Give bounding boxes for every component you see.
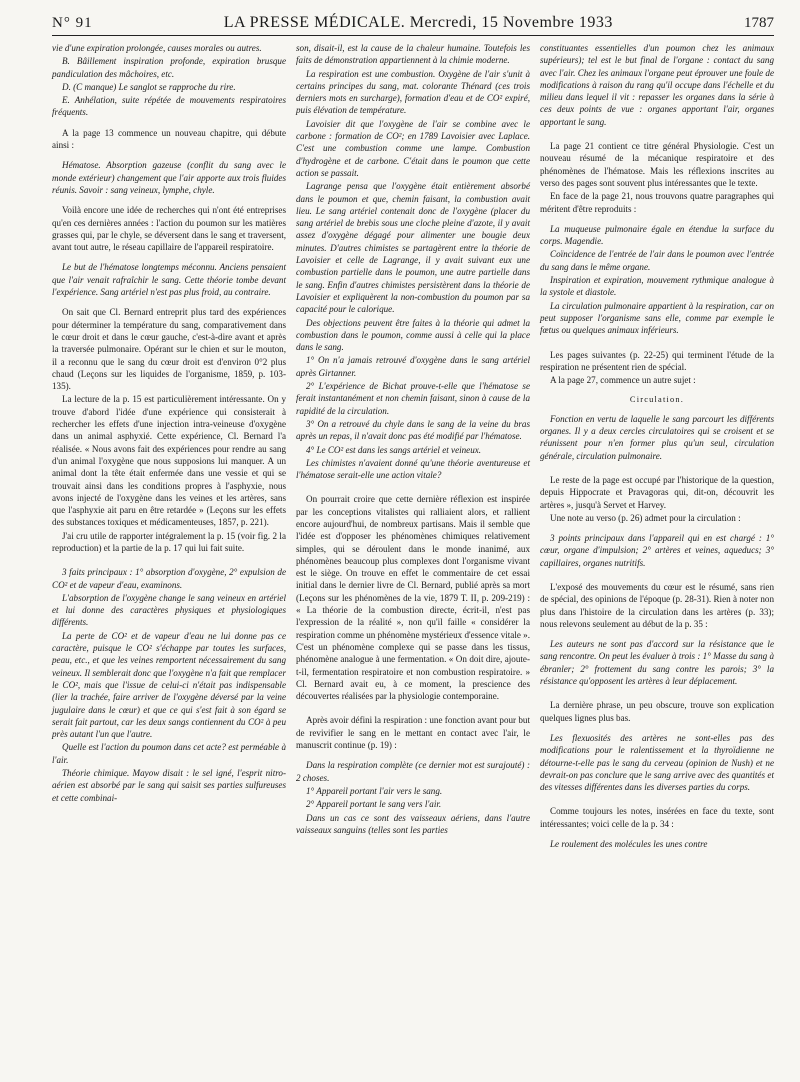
- paragraph: 1° Appareil portant l'air vers le sang.: [306, 785, 443, 796]
- paragraph: Théorie chimique. Mayow disait : le sel igné, l'esprit nitro-aérien est absorbé par le sang qui saisit ses parties sulfureuses et cette combinai-: [52, 768, 286, 803]
- paragraph: Dans un cas ce sont des vaisseaux aériens, dans l'autre vaisseaux sanguins (telles sont les parties: [296, 812, 530, 835]
- paragraph: Les flexuosités des artères ne sont-elles pas des modifications pour le ralentissement et la thyroïdienne ne détourne-t-elle pas le sang du cerveau (opinion de Nush) et ne devrait-on pas conclure que le sang arrive avec des quantités et des vitesses différentes dans les diverses parties du corps.: [540, 732, 774, 793]
- paragraph: D. (C manque) Le sanglot se rapproche du rire.: [62, 81, 236, 92]
- paragraph: Le but de l'hématose longtemps méconnu. Anciens pensaient que l'air venait rafraîchir le sang. Cette théorie tombe devant l'expérience. Sang artériel n'est pas plus froid, au contraire.: [52, 262, 286, 298]
- paragraph: On sait que Cl. Bernard entreprit plus tard des expériences pour déterminer la température du sang, comparativement dans le cœur droit et dans le cœur gauche, c'est-à-dire avant et après la traversée pulmonaire. Opérant sur le chien et sur le mouton, il a reconnu que le sang du cœur droit est d'environ 0°2 plus chaud (Leçons sur les liquides de l'organisme, 1859, p. 103-135).: [52, 307, 286, 392]
- paragraph: La circulation pulmonaire appartient à la respiration, car on peut supposer l'organisme sans elle, comme par exemple le fœtus ou quelques animaux inférieurs.: [540, 300, 774, 336]
- paragraph: Lagrange pensa que l'oxygène était entièrement absorbé dans le poumon et que, chemin faisant, la combustion avait lieu. Le sang artériel contenait donc de l'oxygène (placer du sang artériel de brebis sous une cloche pleine d'azote, il y avait assez d'oxygène dégagé pour alimenter une bougie deux minutes. D'autres chimistes se partagèrent entre la théorie de Lavoisier et celle de Lagrange, il y avait suivant eux une combustion partielle dans le poumon, une autre partielle dans le sang. Enfin d'autres chimistes persistèrent dans la théorie de Lavoisier et expliquèrent la non-combustion du poumon par sa capacité pour le calorique.: [296, 181, 530, 315]
- page-number: 1787: [744, 15, 774, 31]
- column-right: [540, 42, 774, 851]
- paragraph: 2° L'expérience de Bichat prouve-t-elle que l'hématose se ferait instantanément et non chemin faisant, sinon à cause de la rapidité de la circulation.: [296, 381, 530, 416]
- paragraph: La respiration est une combustion. Oxygène de l'air s'unit à certains principes du sang, mat. colorante Thénard (ces trois derniers mots en surcharge), formation d'eau et de CO² expiré, puis élévation de température.: [296, 68, 530, 116]
- paragraph: J'ai cru utile de rapporter intégralement la p. 15 (voir fig. 2 la reproduction) et la partie de la p. 17 qui lui fait suite.: [52, 530, 286, 553]
- paragraph: Des objections peuvent être faites à la théorie qui admet la combustion dans le poumon, comme aussi à celle qui la place dans le sang.: [296, 317, 530, 353]
- paragraph: E. Anhélation, suite répétée de mouvements respiratoires fréquents.: [52, 95, 286, 118]
- paragraph: 4° Le CO² est dans les sangs artériel et veineux.: [306, 444, 482, 455]
- paragraph: Inspiration et expiration, mouvement rythmique analogue à la systole et diastole.: [540, 275, 774, 298]
- paragraph: constituantes essentielles d'un poumon chez les animaux supérieurs); tel est le but final de l'organe : contact du sang avec l'air. Chez les animaux l'organe peut éprouver une foule de modifications à raison du rang qu'il occupe dans l'échelle et du milieu dans lequel il vit : repasser les organes dans la série à ces deux points de vue : organes apportant l'air, organes apportant le sang.: [540, 43, 774, 127]
- paragraph: La dernière phrase, un peu obscure, trouve son explication quelques lignes plus bas.: [540, 700, 774, 723]
- column-middle: [296, 42, 530, 851]
- paragraph: Lavoisier dit que l'oxygène de l'air se combine avec le carbone : formation de CO²; en 1789 Lavoisier avec Laplace. C'est une combustion comme une lampe. Combustion d'hydrogène et de carbone. C'était dans le poumon que cette action se passait.: [296, 118, 530, 178]
- paragraph: Comme toujours les notes, insérées en face du texte, sont intéressantes; voici celle de la p. 34 :: [540, 806, 774, 829]
- paragraph: A la page 27, commence un autre sujet :: [550, 375, 696, 386]
- issue-number: N° 91: [52, 15, 93, 31]
- paragraph: On pourrait croire que cette dernière réflexion est inspirée par les conceptions vitalistes qui ralliaient alors, et rallient encore aujourd'hui, de nombreux partisans. Mais il semble que l'idée est d'opposer les phénomènes chimiques relativement simples, qui se déroulent dans le monde inanimé, aux phénomènes beaucoup plus complexes dont l'organisme vivant est le siège. On trouve en effet le commentaire de cet essai initial dans le dernier livre de Cl. Bernard, publié après sa mort (Leçons sur les phénomènes de la vie, 1879 T. II, p. 209-219) : « La théorie de la combustion directe, écrit-il, n'est pas l'expression de la réalité », non qu'il faille « considérer la respiration comme un phénomène mystérieux d'essence vitale ». C'est un phénomène complexe qui se passe dans les tissus, phénomène analogue à une fermentation. « On doit dire, ajoute-t-il, fermentation respiratoire et non combustion respiratoire. » Cl. Bernard avait eu, à ce moment, la prescience des découvertes réalisées par la physiologie contemporaine.: [296, 494, 530, 702]
- paragraph: Voilà encore une idée de recherches qui n'ont été entreprises qu'en ces dernières années : l'action du poumon sur les matières grasses qui, par le chyle, se déversent dans le sang et traversent, avant tout autre, le réseau capillaire de l'appareil respiratoire.: [52, 205, 286, 253]
- paragraph: 3° On a retrouvé du chyle dans le sang de la veine du bras après un repas, il n'avait donc pas été modifié par l'hématose.: [296, 418, 530, 442]
- paragraph: A la page 13 commence un nouveau chapitre, qui débute ainsi :: [52, 127, 286, 151]
- paragraph: Une note au verso (p. 26) admet pour la circulation :: [550, 512, 741, 523]
- paragraph: 2° Appareil portant le sang vers l'air.: [306, 799, 442, 810]
- paragraph: La muqueuse pulmonaire égale en étendue la surface du corps. Magendie.: [540, 223, 774, 247]
- paragraph: Les auteurs ne sont pas d'accord sur la résistance que le sang rencontre. On peut les évaluer à trois : 1° Masse du sang à ébranler; 2° frottement du sang contre les parois; 3° la résistance qu'opposent les artères à leur déplacement.: [540, 639, 774, 687]
- paragraph: Le reste de la page est occupé par l'historique de la question, depuis Hippocrate et Pravagoras qui, dit-on, découvrit les artères », jusqu'à Servet et Harvey.: [540, 474, 774, 510]
- paragraph: B. Bâillement inspiration profonde, expiration brusque pandiculation des mâchoires, etc.: [52, 56, 286, 79]
- paragraph: En face de la page 21, nous trouvons quatre paragraphes qui méritent d'être reproduits :: [540, 191, 774, 214]
- section-heading: Circulation.: [629, 395, 685, 405]
- paragraph: Coïncidence de l'entrée de l'air dans le poumon avec l'entrée du sang dans le même organe.: [540, 249, 774, 272]
- paragraph: 3 faits principaux : 1° absorption d'oxygène, 2° expulsion de CO² et de vapeur d'eau, examinons.: [52, 567, 286, 590]
- paragraph: son, disait-il, est la cause de la chaleur humaine. Toutefois les faits de démonstration appartiennent à la chimie moderne.: [296, 43, 530, 66]
- paragraph: Le roulement des molécules les unes contre: [550, 839, 708, 850]
- journal-title: LA PRESSE MÉDICALE: [223, 14, 401, 31]
- paragraph: Les chimistes n'avaient donné qu'une théorie aventureuse et l'hématose serait-elle une action vitale?: [296, 457, 530, 481]
- text-columns: [52, 42, 774, 851]
- page-header: [52, 14, 774, 36]
- paragraph: La lecture de la p. 15 est particulièrement intéressante. On y trouve d'abord l'idée d'une expérience qui consisterait à rechercher les effets d'une injection intra-veineuse d'oxygène dans un animal asphyxié. Cette expérience, Cl. Bernard l'a réalisée. « Nous avons fait des expériences pour rendre au sang d'un animal l'oxygène que nous supposions lui manquer. A un animal dont la tête était enfermée dans une vessie et qui se trouvait ainsi dans les conditions propres à l'asphyxie, nous avons injecté de l'oxygène dans les veines et les artères, sans que l'asphyxie ait paru en être retardée » (Leçons sur les effets des substances toxiques et médicamenteuses, 1857, p. 221).: [52, 394, 286, 528]
- paragraph: La page 21 contient ce titre général Physiologie. C'est un nouveau résumé de la mécanique respiratoire et des phénomènes de l'hématose. Mais les réflexions inscrites au verso des pages sont souvent plus intéressantes que le texte.: [540, 141, 774, 188]
- masthead: LA PRESSE MÉDICALE. Mercredi, 15 Novembre 1933: [223, 14, 613, 31]
- paragraph: Hématose. Absorption gazeuse (conflit du sang avec le monde extérieur) changement que l'air apporte aux trois fluides réunis. Savoir : sang veineux, lymphe, chyle.: [52, 160, 286, 195]
- paragraph: Après avoir défini la respiration : une fonction avant pour but de revivifier le sang en le mettant en contact avec l'air, le manuscrit continue (p. 19) :: [296, 715, 530, 751]
- paragraph: 3 points principaux dans l'appareil qui en est chargé : 1° cœur, organe d'impulsion; 2° artères et veines, aqueducs; 3° capillaires, organes nutritifs.: [540, 533, 774, 568]
- paragraph: Quelle est l'action du poumon dans cet acte? est perméable à l'air.: [52, 742, 286, 765]
- paragraph: Fonction en vertu de laquelle le sang parcourt les différents organes. Il y a deux cercles circulatoires qui se croisent et se réunissent pour n'en former plus qu'un seul, circulation générale, circulation pulmonaire.: [540, 413, 774, 461]
- issue-date: Mercredi, 15 Novembre 1933: [409, 14, 613, 31]
- column-left: [52, 42, 286, 851]
- paragraph: La perte de CO² et de vapeur d'eau ne lui donne pas ce caractère, puisque le CO² s'échappe par toutes les surfaces, peau, etc., et que les veines remportent nécessairement du sang veineux. Il semblerait donc que l'oxygène n'a fait que remplacer le CO², mais que l'issue de celui-ci n'était pas indispensable (lier la trachée, faire arriver de l'oxygène déversé par la veine jugulaire dans le cœur) et que ce qui s'est fait à son égard se serait fait partout, car les deux sangs contiennent du CO² à peu près autant l'un que l'autre.: [52, 630, 286, 740]
- paragraph: Les pages suivantes (p. 22-25) qui terminent l'étude de la respiration ne présentent rien de spécial.: [540, 349, 774, 372]
- paragraph: vie d'une expiration prolongée, causes morales ou autres.: [52, 43, 262, 53]
- paragraph: L'exposé des mouvements du cœur est le résumé, sans rien de spécial, des opinions de l'époque (p. 28-31). Rien à noter non plus dans l'histoire de la circulation dans les artères (p. 33); nous relevons seulement au début de la p. 35 :: [540, 581, 774, 629]
- paragraph: Dans la respiration complète (ce dernier mot est surajouté) : 2 choses.: [296, 760, 530, 783]
- paragraph: 1° On n'a jamais retrouvé d'oxygène dans le sang artériel après Girtanner.: [296, 355, 530, 378]
- paragraph: L'absorption de l'oxygène change le sang veineux en artériel et lui donne des caractères physiques et physiologiques différents.: [52, 592, 286, 628]
